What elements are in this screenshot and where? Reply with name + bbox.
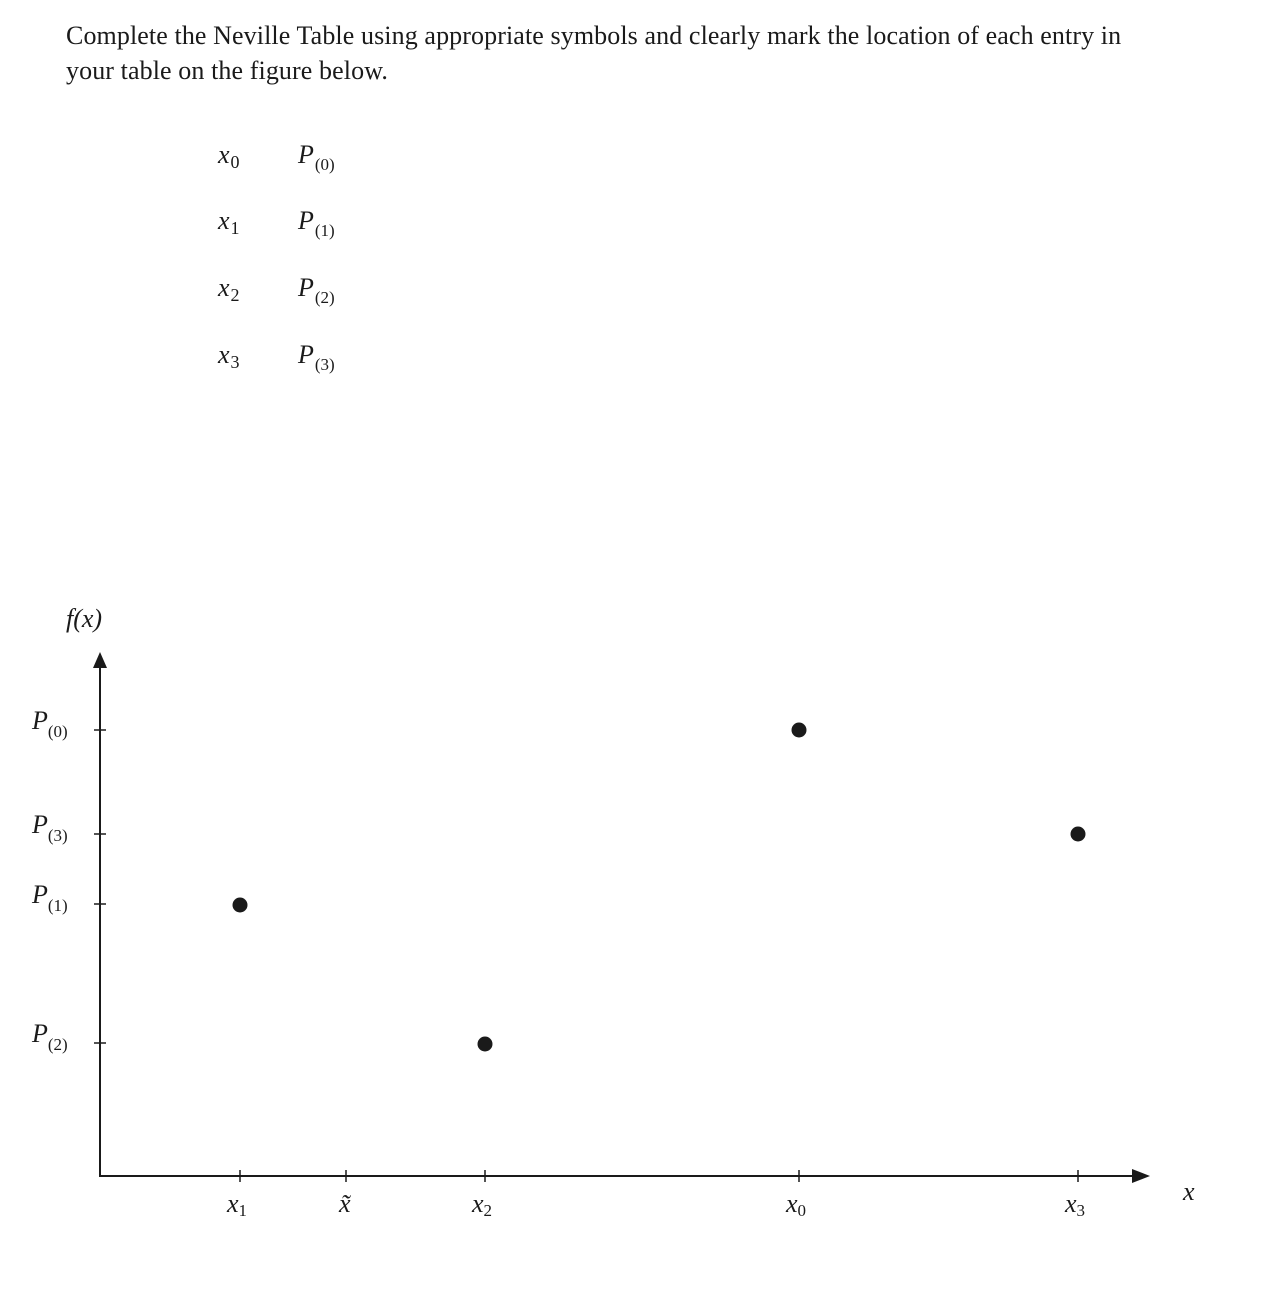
y-tick-label: $P_{(2)}$ [32, 1019, 68, 1054]
y-tick-label: $P_{(3)}$ [32, 810, 68, 845]
x-axis-arrow-icon [1132, 1169, 1150, 1183]
prompt-line-2: your table on the figure below. [66, 56, 388, 85]
entry-label: $P_{(0)}$ [298, 140, 335, 174]
x-tick-label: x1 [227, 1189, 248, 1220]
y-axis-label: f(x) [66, 604, 103, 633]
y-tick-label: $P_{(0)}$ [32, 706, 68, 741]
data-point-x2 [478, 1037, 493, 1052]
entry-label: $P_{(1)}$ [298, 206, 335, 240]
x-tick-label: x2 [472, 1189, 493, 1220]
entry-label: $P_{(2)}$ [298, 273, 335, 307]
prompt-line-1: Complete the Neville Table using appropriate symbols and clearly mark the location of each entry in [66, 21, 1122, 50]
y-tick-label: $P_{(1)}$ [32, 880, 68, 915]
data-point-x1 [233, 898, 248, 913]
node-label: x2 [218, 273, 240, 305]
node-label: x3 [218, 340, 240, 372]
x-tick-label: x̃ [339, 1189, 351, 1218]
x-tick-label: x0 [786, 1189, 807, 1220]
y-axis-arrow-icon [93, 652, 107, 668]
entry-label: $P_{(3)}$ [298, 340, 335, 374]
node-label: x0 [218, 140, 240, 172]
data-point-x3 [1071, 827, 1086, 842]
node-label: x1 [218, 206, 240, 238]
x-tick-label: x3 [1065, 1189, 1086, 1220]
x-axis-label: x [1183, 1177, 1195, 1206]
data-point-x0 [792, 723, 807, 738]
